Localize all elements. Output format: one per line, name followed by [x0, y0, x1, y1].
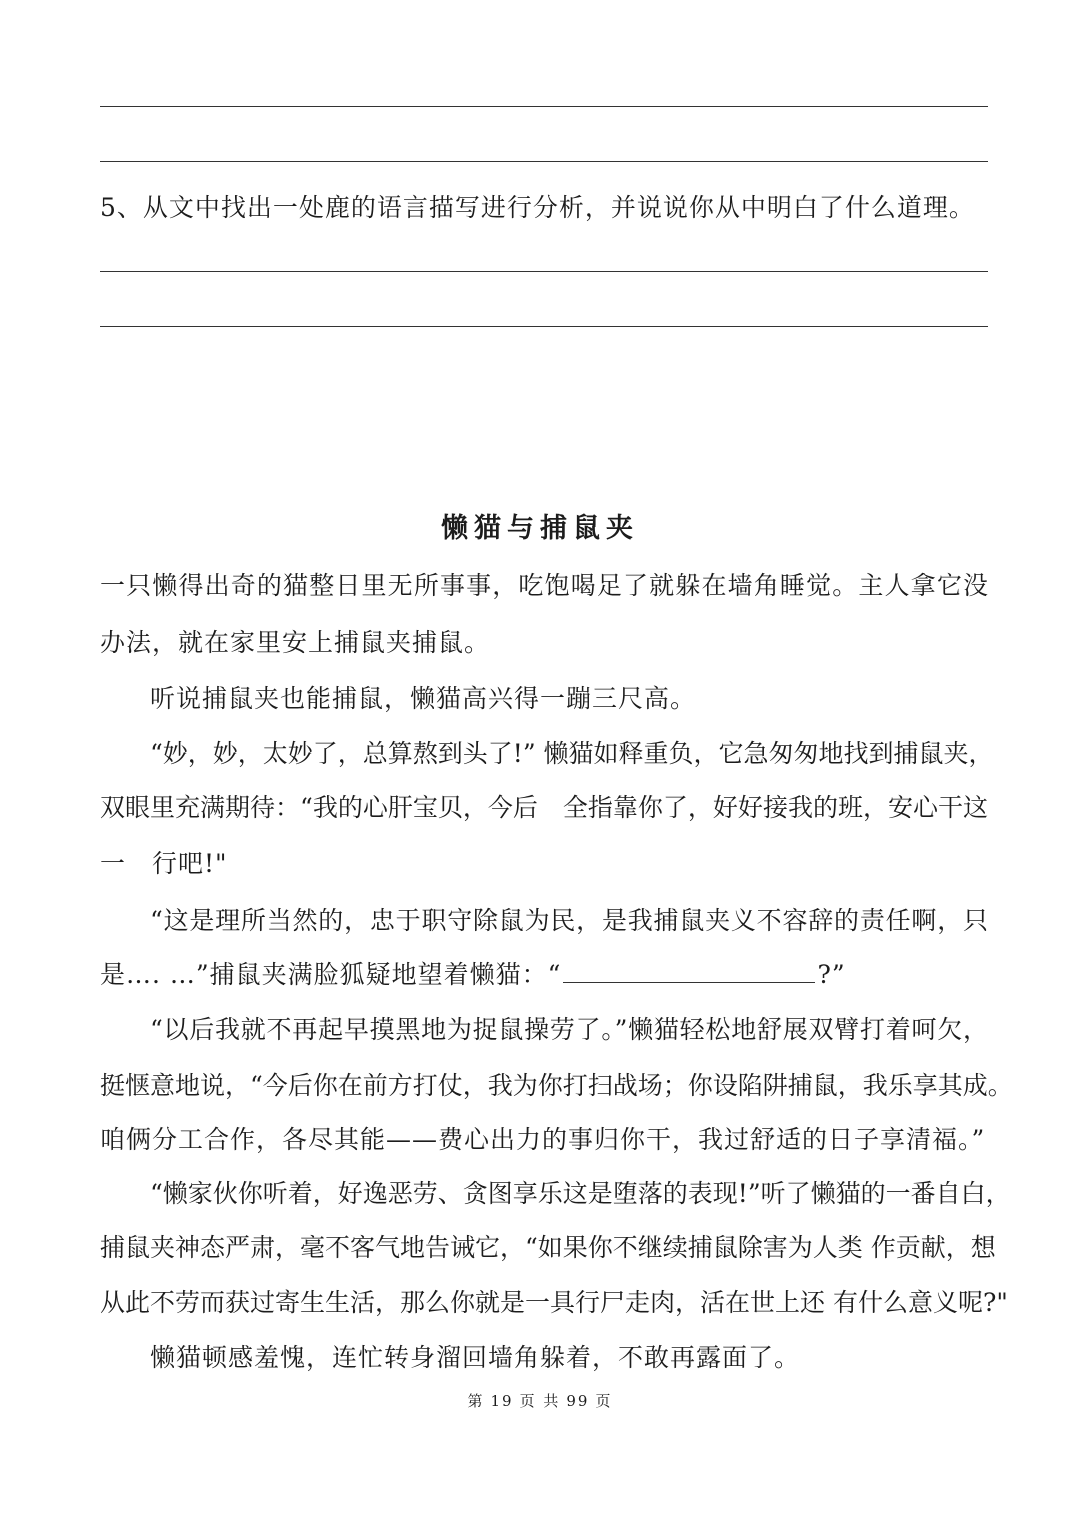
answer-line-2 — [100, 161, 988, 162]
story-line: 懒猫顿感羞愧，连忙转身溜回墙角躲着，不敢再露面了。 — [150, 1343, 801, 1372]
story-line: 挺惬意地说，“今后你在前方打仗，我为你打扫战场；你设陷阱捕鼠，我乐享其成。 — [100, 1071, 1013, 1100]
story-line: 捕鼠夹神态严肃，毫不客气地告诫它，“如果你不继续捕鼠除害为人类 作贡献，想 — [100, 1233, 996, 1262]
answer-line-3 — [100, 271, 988, 272]
story-line-blank-prefix: 是…. …”捕鼠夹满脸狐疑地望着懒猫：“ — [100, 960, 562, 989]
answer-line-1 — [100, 106, 988, 107]
story-line-blank-suffix: ?” — [817, 960, 846, 989]
fill-in-blank[interactable] — [563, 960, 815, 983]
question-5: 5、从文中找出一处鹿的语言描写进行分析，并说说你从中明白了什么道理。 — [100, 193, 975, 222]
story-line-with-blank — [100, 955, 846, 991]
story-line: “以后我就不再起早摸黑地为捉鼠操劳了。”懒猫轻松地舒展双臂打着呵欠， — [150, 1015, 988, 1044]
story-line: 办法，就在家里安上捕鼠夹捕鼠。 — [100, 628, 491, 657]
answer-line-4 — [100, 326, 988, 327]
footer-prefix: 第 — [467, 1392, 485, 1410]
story-line: “懒家伙你听着，好逸恶劳、贪图享乐这是堕落的表现!”听了懒猫的一番自白， — [150, 1179, 1011, 1208]
story-line: 一 行吧!" — [100, 849, 228, 878]
page-footer — [0, 1390, 1080, 1411]
footer-total-pages: 99 — [566, 1392, 590, 1410]
footer-page-number: 19 — [490, 1392, 514, 1410]
footer-suffix: 页 — [595, 1392, 613, 1410]
story-line: 一只懒得出奇的猫整日里无所事事，吃饱喝足了就躲在墙角睡觉。主人拿它没 — [100, 571, 988, 600]
story-line: “这是理所当然的，忠于职守除鼠为民，是我捕鼠夹义不容辞的责任啊，只 — [150, 906, 988, 935]
story-line: 听说捕鼠夹也能捕鼠，懒猫高兴得一蹦三尺高。 — [150, 684, 697, 713]
story-line: “妙，妙，太妙了，总算熬到头了!” 懒猫如释重负，它急匆匆地找到捕鼠夹， — [150, 739, 994, 768]
story-line: 双眼里充满期待：“我的心肝宝贝，今后 全指靠你了，好好接我的班，安心干这 — [100, 793, 988, 822]
story-title: 懒猫与捕鼠夹 — [441, 513, 639, 544]
story-line: 从此不劳而获过寄生生活，那么你就是一具行尸走肉，活在世上还 有什么意义呢?" — [100, 1288, 1008, 1317]
story-line: 咱俩分工合作，各尽其能——费心出力的事归你干，我过舒适的日子享清福。” — [100, 1125, 986, 1154]
footer-middle: 页 共 — [519, 1392, 561, 1410]
